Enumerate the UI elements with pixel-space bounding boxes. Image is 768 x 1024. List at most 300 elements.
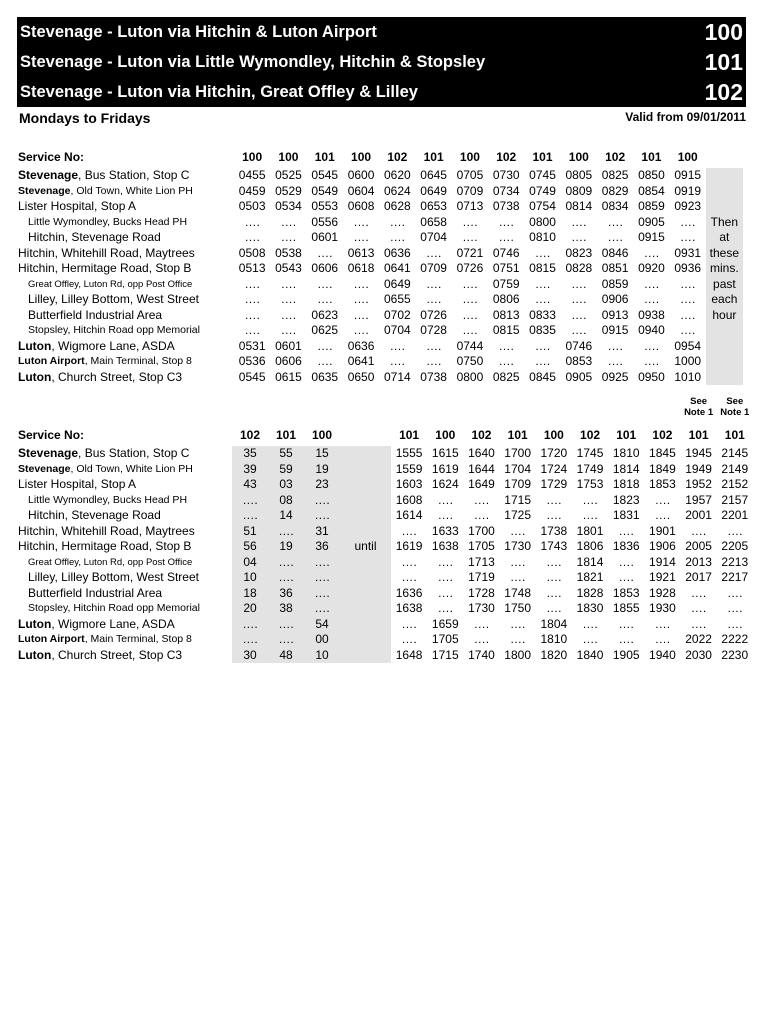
minutes-past: 36 — [268, 586, 304, 602]
frequency-note — [706, 339, 743, 355]
departure-time: 0931 — [674, 245, 702, 260]
departure-time: 0919 — [674, 183, 702, 198]
departure-time: 0709 — [420, 261, 447, 275]
minutes-past: 03 — [268, 477, 304, 493]
stop-name — [18, 277, 234, 293]
departure-time: 0625 — [311, 323, 339, 337]
minutes-past: 10 — [304, 648, 340, 664]
departure-time: 0628 — [383, 199, 411, 213]
stop-name — [18, 539, 232, 555]
departure-time: 1720 — [540, 446, 568, 460]
stop-detail: Stopsley, Hitchin Road opp Memorial — [28, 324, 200, 336]
frequency-note: Then — [706, 215, 743, 231]
departure-time: …. — [618, 570, 634, 584]
departure-time: …. — [425, 245, 442, 260]
departure-time: 1713 — [468, 554, 495, 569]
route-number: 100 — [704, 18, 743, 45]
departure-time: …. — [582, 616, 598, 631]
departure-time: 1831 — [612, 508, 640, 522]
minutes-past: …. — [232, 617, 268, 633]
departure-time: 1715 — [504, 492, 531, 507]
frequency-note: at — [706, 230, 743, 246]
stop-detail: Butterfield Industrial Area — [28, 585, 163, 600]
until-label — [340, 586, 391, 602]
stop-name — [18, 230, 234, 246]
table-row — [18, 354, 743, 370]
stop-town: Luton — [18, 647, 52, 662]
departure-time: 0738 — [420, 369, 447, 384]
stop-detail: Hitchin, Hermitage Road, Stop B — [18, 261, 192, 275]
departure-time: 1800 — [504, 647, 531, 662]
minutes-past: 19 — [304, 462, 340, 478]
departure-time: …. — [680, 276, 696, 291]
stop-detail: , Church Street, Stop C3 — [51, 647, 183, 662]
departure-time: 1945 — [685, 446, 712, 460]
table-row — [18, 508, 753, 524]
departure-time: 0825 — [601, 168, 629, 182]
departure-time: …. — [425, 276, 442, 291]
until-label — [340, 648, 391, 664]
departure-time: …. — [401, 616, 417, 631]
departure-time: …. — [401, 554, 417, 569]
note-number: Note 1 — [720, 407, 750, 418]
departure-time: 0636 — [347, 338, 375, 353]
route-title: Stevenage - Luton via Little Wymondley, Hitchin & Stopsley — [20, 52, 486, 71]
departure-time: 0859 — [601, 276, 629, 291]
departure-time: 0508 — [238, 245, 266, 260]
service-number: 100 — [311, 428, 333, 442]
departure-time: 1659 — [431, 616, 459, 631]
departure-time: 1725 — [504, 508, 531, 522]
stop-detail: Hitchin, Whitehill Road, Maytrees — [18, 245, 195, 260]
stop-name — [18, 323, 234, 339]
departure-time: 0653 — [420, 199, 447, 213]
stop-detail: Hitchin, Stevenage Road — [28, 230, 161, 244]
minutes-past: 36 — [304, 539, 340, 555]
table-row — [18, 184, 743, 200]
departure-time: …. — [437, 570, 453, 584]
departure-time: 1719 — [468, 570, 495, 584]
minutes-past: …. — [304, 493, 340, 509]
stop-name — [18, 508, 232, 524]
departure-time: …. — [509, 632, 526, 646]
departure-time: …. — [437, 492, 453, 507]
until-label — [340, 524, 391, 540]
departure-time: …. — [462, 307, 478, 322]
timetable-morning — [18, 140, 743, 385]
route-title: Stevenage - Luton via Hitchin, Great Offley & Lilley — [20, 82, 418, 101]
stop-detail: Lister Hospital, Stop A — [18, 199, 137, 213]
departure-time: 0650 — [347, 369, 375, 384]
departure-time: …. — [643, 338, 660, 353]
spacer — [427, 396, 463, 418]
departure-time: 1614 — [395, 508, 423, 522]
departure-time: …. — [680, 214, 696, 229]
service-number: 100 — [543, 428, 564, 442]
departure-time: 1010 — [674, 369, 702, 384]
departure-time: 2005 — [685, 539, 712, 553]
departure-time: 0545 — [238, 369, 266, 384]
departure-time: 0923 — [674, 199, 702, 213]
stop-detail: , Old Town, White Lion PH — [70, 462, 193, 475]
departure-time: 0529 — [275, 183, 302, 198]
departure-time: 1748 — [504, 585, 531, 600]
departure-time: …. — [546, 554, 562, 569]
departure-time: …. — [607, 230, 623, 244]
departure-time: …. — [534, 276, 551, 291]
departure-time: …. — [582, 508, 598, 522]
departure-time: 0726 — [456, 261, 484, 275]
departure-time: …. — [582, 492, 598, 507]
departure-time: 1804 — [540, 616, 568, 631]
departure-time: 0713 — [456, 199, 484, 213]
departure-time: 1559 — [395, 461, 423, 476]
spacer — [463, 396, 499, 418]
departure-time: 1840 — [576, 647, 604, 662]
departure-time: …. — [654, 508, 671, 522]
until-label — [340, 477, 391, 493]
stop-name — [18, 570, 232, 586]
departure-time: 0823 — [565, 245, 593, 260]
departure-time: …. — [618, 616, 634, 631]
departure-time: 1849 — [649, 461, 676, 476]
departure-time: …. — [571, 292, 587, 306]
departure-time: 0553 — [311, 199, 339, 213]
departure-time: 0601 — [311, 230, 339, 244]
departure-time: …. — [582, 632, 598, 646]
departure-time: 1700 — [468, 523, 495, 538]
minutes-past: 19 — [268, 539, 304, 555]
departure-time: 1949 — [685, 461, 712, 476]
departure-time: …. — [498, 214, 514, 229]
minutes-past: …. — [304, 555, 340, 571]
spacer — [304, 396, 340, 418]
stop-name — [18, 555, 232, 571]
table-row — [18, 277, 743, 293]
departure-time: …. — [571, 276, 587, 291]
route-header-100 — [17, 17, 746, 47]
departure-time: 0636 — [383, 245, 411, 260]
departure-time: 0705 — [456, 168, 484, 182]
minutes-past: …. — [304, 586, 340, 602]
stop-name — [18, 261, 234, 277]
route-number: 102 — [704, 78, 743, 105]
departure-time: 0829 — [601, 183, 629, 198]
table-row — [18, 570, 753, 586]
service-number: 102 — [496, 150, 517, 164]
minutes-past: 10 — [232, 570, 268, 586]
minutes-past: …. — [304, 601, 340, 617]
departure-time: 2205 — [721, 539, 749, 553]
stop-town: Luton — [18, 338, 52, 353]
departure-time: …. — [571, 307, 587, 322]
stop-detail: Stopsley, Hitchin Road opp Memorial — [28, 602, 200, 614]
departure-time: …. — [353, 230, 369, 244]
departure-time: 0655 — [383, 292, 411, 306]
departure-time: 0745 — [529, 168, 556, 182]
departure-time: 0754 — [529, 199, 556, 213]
note-ref — [717, 396, 753, 418]
minutes-past: 39 — [232, 462, 268, 478]
departure-time: …. — [607, 354, 623, 368]
frequency-note: hour — [706, 308, 743, 324]
departure-time: 0525 — [275, 168, 302, 182]
departure-time: …. — [727, 523, 743, 538]
stop-detail: , Main Terminal, Stop 8 — [84, 355, 192, 367]
service-label: Service No: — [18, 150, 85, 164]
service-number: 102 — [605, 150, 626, 164]
departure-time: 0950 — [638, 369, 665, 384]
stop-detail: , Bus Station, Stop C — [78, 446, 190, 460]
departure-time: 1638 — [431, 539, 459, 553]
departure-time: 1730 — [468, 601, 495, 615]
departure-time: …. — [690, 616, 707, 631]
stop-name — [18, 446, 232, 462]
departure-time: 1836 — [612, 539, 640, 553]
service-number: 100 — [677, 150, 698, 164]
until-label — [340, 446, 391, 462]
departure-time: …. — [571, 230, 587, 244]
stop-name — [18, 168, 234, 184]
departure-time: …. — [353, 214, 369, 229]
frequency-note — [706, 323, 743, 339]
table-row — [18, 199, 743, 215]
stop-town: Stevenage — [18, 446, 79, 460]
service-number: 102 — [239, 428, 261, 442]
stop-detail: Little Wymondley, Bucks Head PH — [28, 493, 188, 506]
table-row — [18, 246, 743, 262]
departure-time: 0938 — [638, 307, 665, 322]
minutes-past: 08 — [268, 493, 304, 509]
departure-time: …. — [280, 276, 297, 291]
stop-detail: Lister Hospital, Stop A — [18, 477, 137, 491]
departure-time: …. — [244, 214, 260, 229]
departure-time: …. — [473, 492, 490, 507]
stop-town: Luton — [18, 616, 52, 631]
until-label — [340, 462, 391, 478]
departure-time: …. — [389, 338, 405, 353]
departure-time: 0601 — [275, 338, 302, 353]
departure-time: 1845 — [649, 446, 676, 460]
stop-name — [18, 184, 234, 200]
stop-name — [18, 462, 232, 478]
departure-time: 0905 — [638, 214, 665, 229]
until-label — [340, 570, 391, 586]
stop-detail: , Main Terminal, Stop 8 — [84, 633, 192, 645]
minutes-past: 56 — [232, 539, 268, 555]
departure-time: …. — [244, 276, 260, 291]
departure-time: …. — [462, 323, 478, 337]
stop-detail: Great Offley, Luton Rd, opp Post Office — [28, 556, 193, 568]
minutes-past: 38 — [268, 601, 304, 617]
departure-time: …. — [690, 523, 707, 538]
stop-detail: Little Wymondley, Bucks Head PH — [28, 215, 188, 228]
departure-time: …. — [498, 338, 514, 353]
departure-time: 0738 — [492, 199, 520, 213]
departure-time: …. — [727, 616, 743, 631]
departure-time: 0608 — [347, 199, 375, 213]
frequency-note — [706, 168, 743, 184]
stop-name — [18, 292, 234, 308]
until-label — [340, 555, 391, 571]
stop-town: Luton Airport — [18, 633, 85, 645]
departure-time: …. — [353, 276, 369, 291]
departure-time: 1821 — [576, 570, 604, 584]
service-number: 101 — [399, 428, 420, 442]
departure-time: …. — [654, 616, 671, 631]
spacer — [391, 396, 427, 418]
timetable-afternoon — [18, 396, 753, 663]
service-number: 102 — [580, 428, 601, 442]
departure-time: …. — [462, 292, 478, 306]
departure-time: …. — [534, 338, 551, 353]
departure-time: 0728 — [420, 323, 447, 337]
stop-detail: Great Offley, Luton Rd, opp Post Office — [28, 278, 193, 290]
departure-time: 0623 — [311, 307, 339, 322]
departure-time: 0538 — [275, 245, 302, 260]
departure-time: 1715 — [431, 647, 459, 662]
departure-time: 1810 — [612, 446, 640, 460]
departure-time: 0543 — [275, 261, 302, 275]
departure-time: 1640 — [468, 446, 495, 460]
departure-time: 0536 — [238, 354, 266, 368]
departure-time: 0828 — [565, 261, 593, 275]
departure-time: …. — [727, 601, 743, 615]
spacer — [268, 396, 304, 418]
minutes-past: 30 — [232, 648, 268, 664]
departure-time: 0513 — [238, 261, 266, 275]
table-row — [18, 292, 743, 308]
departure-time: 1000 — [674, 354, 702, 368]
departure-time: 0721 — [456, 245, 484, 260]
departure-time: 2001 — [685, 508, 712, 522]
departure-time: …. — [509, 554, 526, 569]
departure-time: …. — [534, 354, 551, 368]
minutes-past: 20 — [232, 601, 268, 617]
departure-time: …. — [280, 214, 297, 229]
departure-time: 1753 — [576, 477, 604, 491]
table-row — [18, 477, 753, 493]
departure-time: 1555 — [395, 446, 423, 460]
departure-time: 0641 — [383, 261, 411, 275]
departure-time: 1906 — [649, 539, 676, 553]
departure-time: …. — [317, 338, 333, 353]
note-number: Note 1 — [684, 407, 714, 418]
departure-time: 2145 — [721, 446, 749, 460]
departure-time: …. — [425, 354, 442, 368]
departure-time: 0606 — [311, 261, 339, 275]
departure-time: 0913 — [601, 307, 629, 322]
stop-name — [18, 586, 232, 602]
departure-time: 1828 — [576, 585, 604, 600]
departure-time: 0925 — [601, 369, 629, 384]
departure-time: …. — [534, 292, 551, 306]
departure-time: 0615 — [275, 369, 302, 384]
departure-time: …. — [534, 245, 551, 260]
departure-time: 0936 — [674, 261, 702, 275]
stop-name — [18, 246, 234, 262]
stop-name — [18, 601, 232, 617]
minutes-past: …. — [268, 632, 304, 648]
stop-town: Stevenage — [18, 168, 79, 182]
departure-time: …. — [546, 570, 562, 584]
departure-time: 0853 — [565, 354, 593, 368]
note-see: See — [726, 396, 744, 407]
stop-detail: Lilley, Lilley Bottom, West Street — [28, 292, 199, 306]
departure-time: …. — [546, 508, 562, 522]
departure-time: 1930 — [649, 601, 676, 615]
departure-time: 1704 — [504, 461, 531, 476]
departure-time: …. — [498, 230, 514, 244]
departure-time: 0833 — [529, 307, 556, 322]
departure-time: 0726 — [420, 307, 447, 322]
departure-time: 0600 — [347, 168, 375, 182]
departure-time: 1810 — [540, 632, 568, 646]
route-number: 101 — [704, 48, 743, 75]
service-number: 100 — [435, 428, 456, 442]
departure-time: 0620 — [383, 168, 411, 182]
minutes-past: 51 — [232, 524, 268, 540]
departure-time: 1745 — [576, 446, 604, 460]
table-row — [18, 601, 753, 617]
minutes-past: 48 — [268, 648, 304, 664]
departure-time: 0455 — [238, 168, 266, 182]
table-row — [18, 632, 753, 648]
departure-time: 1709 — [504, 477, 531, 491]
departure-time: …. — [680, 307, 696, 322]
departure-time: 1928 — [649, 585, 676, 600]
departure-time: …. — [618, 632, 634, 646]
departure-time: 1636 — [395, 585, 423, 600]
minutes-past: 18 — [232, 586, 268, 602]
table-row — [18, 323, 743, 339]
departure-time: …. — [727, 585, 743, 600]
stop-name — [18, 339, 234, 355]
departure-time: …. — [618, 523, 634, 538]
table-row — [18, 462, 753, 478]
minutes-past: …. — [268, 570, 304, 586]
departure-time: 1633 — [431, 523, 459, 538]
departure-time: 1728 — [468, 585, 495, 600]
departure-time: 0814 — [565, 199, 593, 213]
departure-time: 0851 — [601, 261, 629, 275]
departure-time: …. — [244, 323, 260, 337]
departure-time: …. — [280, 307, 297, 322]
departure-time: 0815 — [529, 261, 556, 275]
departure-time: 1820 — [540, 647, 568, 662]
stop-detail: Hitchin, Stevenage Road — [28, 508, 161, 522]
departure-time: …. — [607, 338, 623, 353]
minutes-past: …. — [268, 555, 304, 571]
departure-time: 1624 — [431, 477, 459, 491]
stop-detail: , Bus Station, Stop C — [78, 168, 190, 182]
stop-name — [18, 617, 232, 633]
departure-time: …. — [425, 292, 442, 306]
stop-detail: , Wigmore Lane, ASDA — [51, 338, 175, 353]
departure-time: 0641 — [347, 354, 375, 368]
departure-time: …. — [280, 292, 297, 306]
departure-time: 0613 — [347, 245, 375, 260]
departure-time: 1855 — [612, 601, 640, 615]
stop-detail: Lilley, Lilley Bottom, West Street — [28, 570, 199, 584]
departure-time: 0549 — [311, 183, 339, 198]
departure-time: 2017 — [685, 570, 712, 584]
departure-time: 0645 — [420, 168, 447, 182]
departure-time: …. — [401, 632, 417, 646]
departure-time: 1743 — [540, 539, 568, 553]
departure-time: …. — [680, 323, 696, 337]
frequency-note: each — [706, 292, 743, 308]
